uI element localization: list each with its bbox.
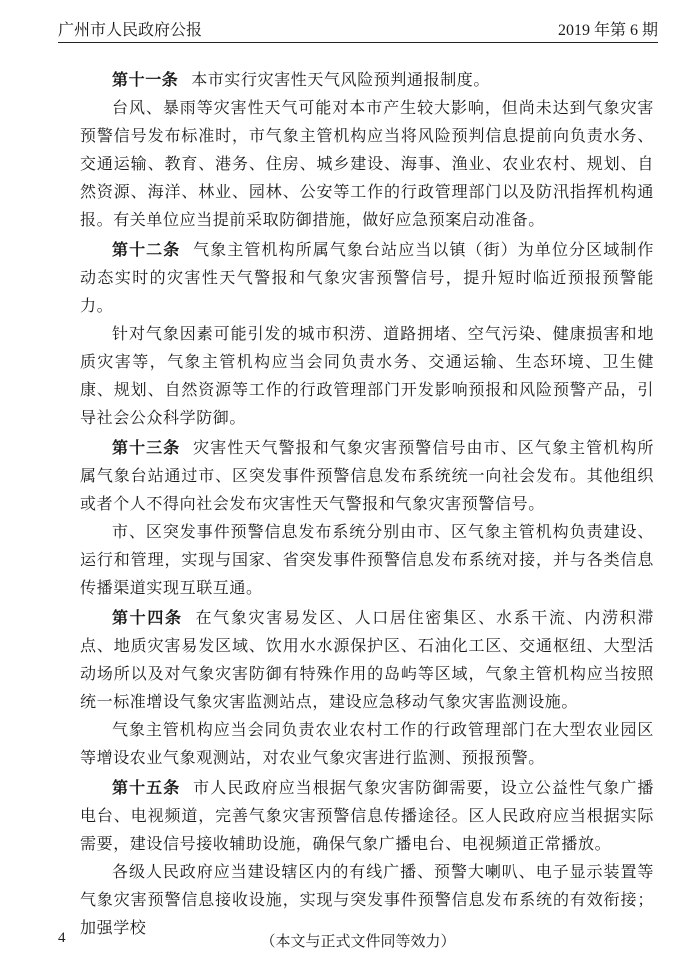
paragraph-text: 气象主管机构所属气象台站应当以镇（街）为单位分区域制作动态实时的灾害性天气警报和气象灾害预警信号，提升短时临近预报预警能力。 <box>80 240 655 315</box>
issue-number: 2019 年第 6 期 <box>557 21 658 39</box>
paragraph-text: 气象主管机构应当会同负责农业农村工作的行政管理部门在大型农业园区等增设农业气象观测站，对农业气象灾害进行监测、预报预警。 <box>80 720 654 767</box>
paragraph <box>80 774 654 858</box>
article-number: 第十四条 <box>112 608 183 627</box>
paragraph <box>80 94 654 234</box>
page-number: 4 <box>58 930 66 946</box>
publication-title: 广州市人民政府公报 <box>58 21 203 39</box>
paragraph-text: 针对气象因素可能引发的城市积涝、道路拥堵、空气污染、健康损害和地质灾害等，气象主管机构应当会同负责水务、交通运输、生态环境、卫生健康、规划、自然资源等工作的行政管理部门开发影响预报和风险预警产品，引导社会公众科学防御。 <box>80 324 654 427</box>
footer-note: （本文与正式文件同等效力） <box>260 934 456 950</box>
paragraph <box>80 518 654 602</box>
paragraph <box>80 604 654 716</box>
paragraph-text: 市、区突发事件预警信息发布系统分别由市、区气象主管机构负责建设、运行和管理，实现与国家、省突发事件预警信息发布系统对接，并与各类信息传播渠道实现互联互通。 <box>80 522 654 597</box>
article-number: 第十三条 <box>112 438 181 457</box>
paragraph <box>80 434 654 518</box>
page-footer <box>58 930 658 954</box>
paragraph-text: 各级人民政府应当建设辖区内的有线广播、预警大喇叭、电子显示装置等气象灾害预警信息接收设施，实现与突发事件预警信息发布系统的有效衔接；加强学校 <box>80 862 654 937</box>
paragraph-text: 灾害性天气警报和气象灾害预警信号由市、区气象主管机构所属气象台站通过市、区突发事件预警信息发布系统统一向社会发布。其他组织或者个人不得向社会发布灾害性天气警报和气象灾害预警信号。 <box>80 438 655 513</box>
page-header <box>58 14 658 43</box>
paragraph-text: 市人民政府应当根据气象灾害防御需要，设立公益性气象广播电台、电视频道，完善气象灾害预警信息传播途径。区人民政府应当根据实际需要，建设信号接收辅助设施，确保气象广播电台、电视频道正常播放。 <box>80 778 655 853</box>
article-number: 第十一条 <box>112 70 179 89</box>
paragraph-text: 台风、暴雨等灾害性天气可能对本市产生较大影响，但尚未达到气象灾害预警信号发布标准时，市气象主管机构应当将风险预判信息提前向负责水务、交通运输、教育、港务、住房、城乡建设、海事、渔业、农业农村、规划、自然资源、海洋、林业、园林、公安等工作的行政管理部门以及防汛指挥机构通报。有关单位应当提前采取防御措施，做好应急预案启动准备。 <box>80 98 654 229</box>
paragraph <box>80 716 654 772</box>
paragraph <box>80 236 654 320</box>
paragraph <box>80 320 654 432</box>
paragraph-text: 本市实行灾害性天气风险预判通报制度。 <box>191 70 491 89</box>
body-text <box>80 64 654 942</box>
article-number: 第十五条 <box>112 778 181 797</box>
article-number: 第十二条 <box>112 240 181 259</box>
paragraph <box>80 66 654 94</box>
paragraph-text: 在气象灾害易发区、人口居住密集区、水系干流、内涝积滞点、地质灾害易发区域、饮用水水源保护区、石油化工区、交通枢纽、大型活动场所以及对气象灾害防御有特殊作用的岛屿等区域，气象主管机构应当按照统一标准增设气象灾害监测站点，建设应急移动气象灾害监测设施。 <box>80 608 654 711</box>
